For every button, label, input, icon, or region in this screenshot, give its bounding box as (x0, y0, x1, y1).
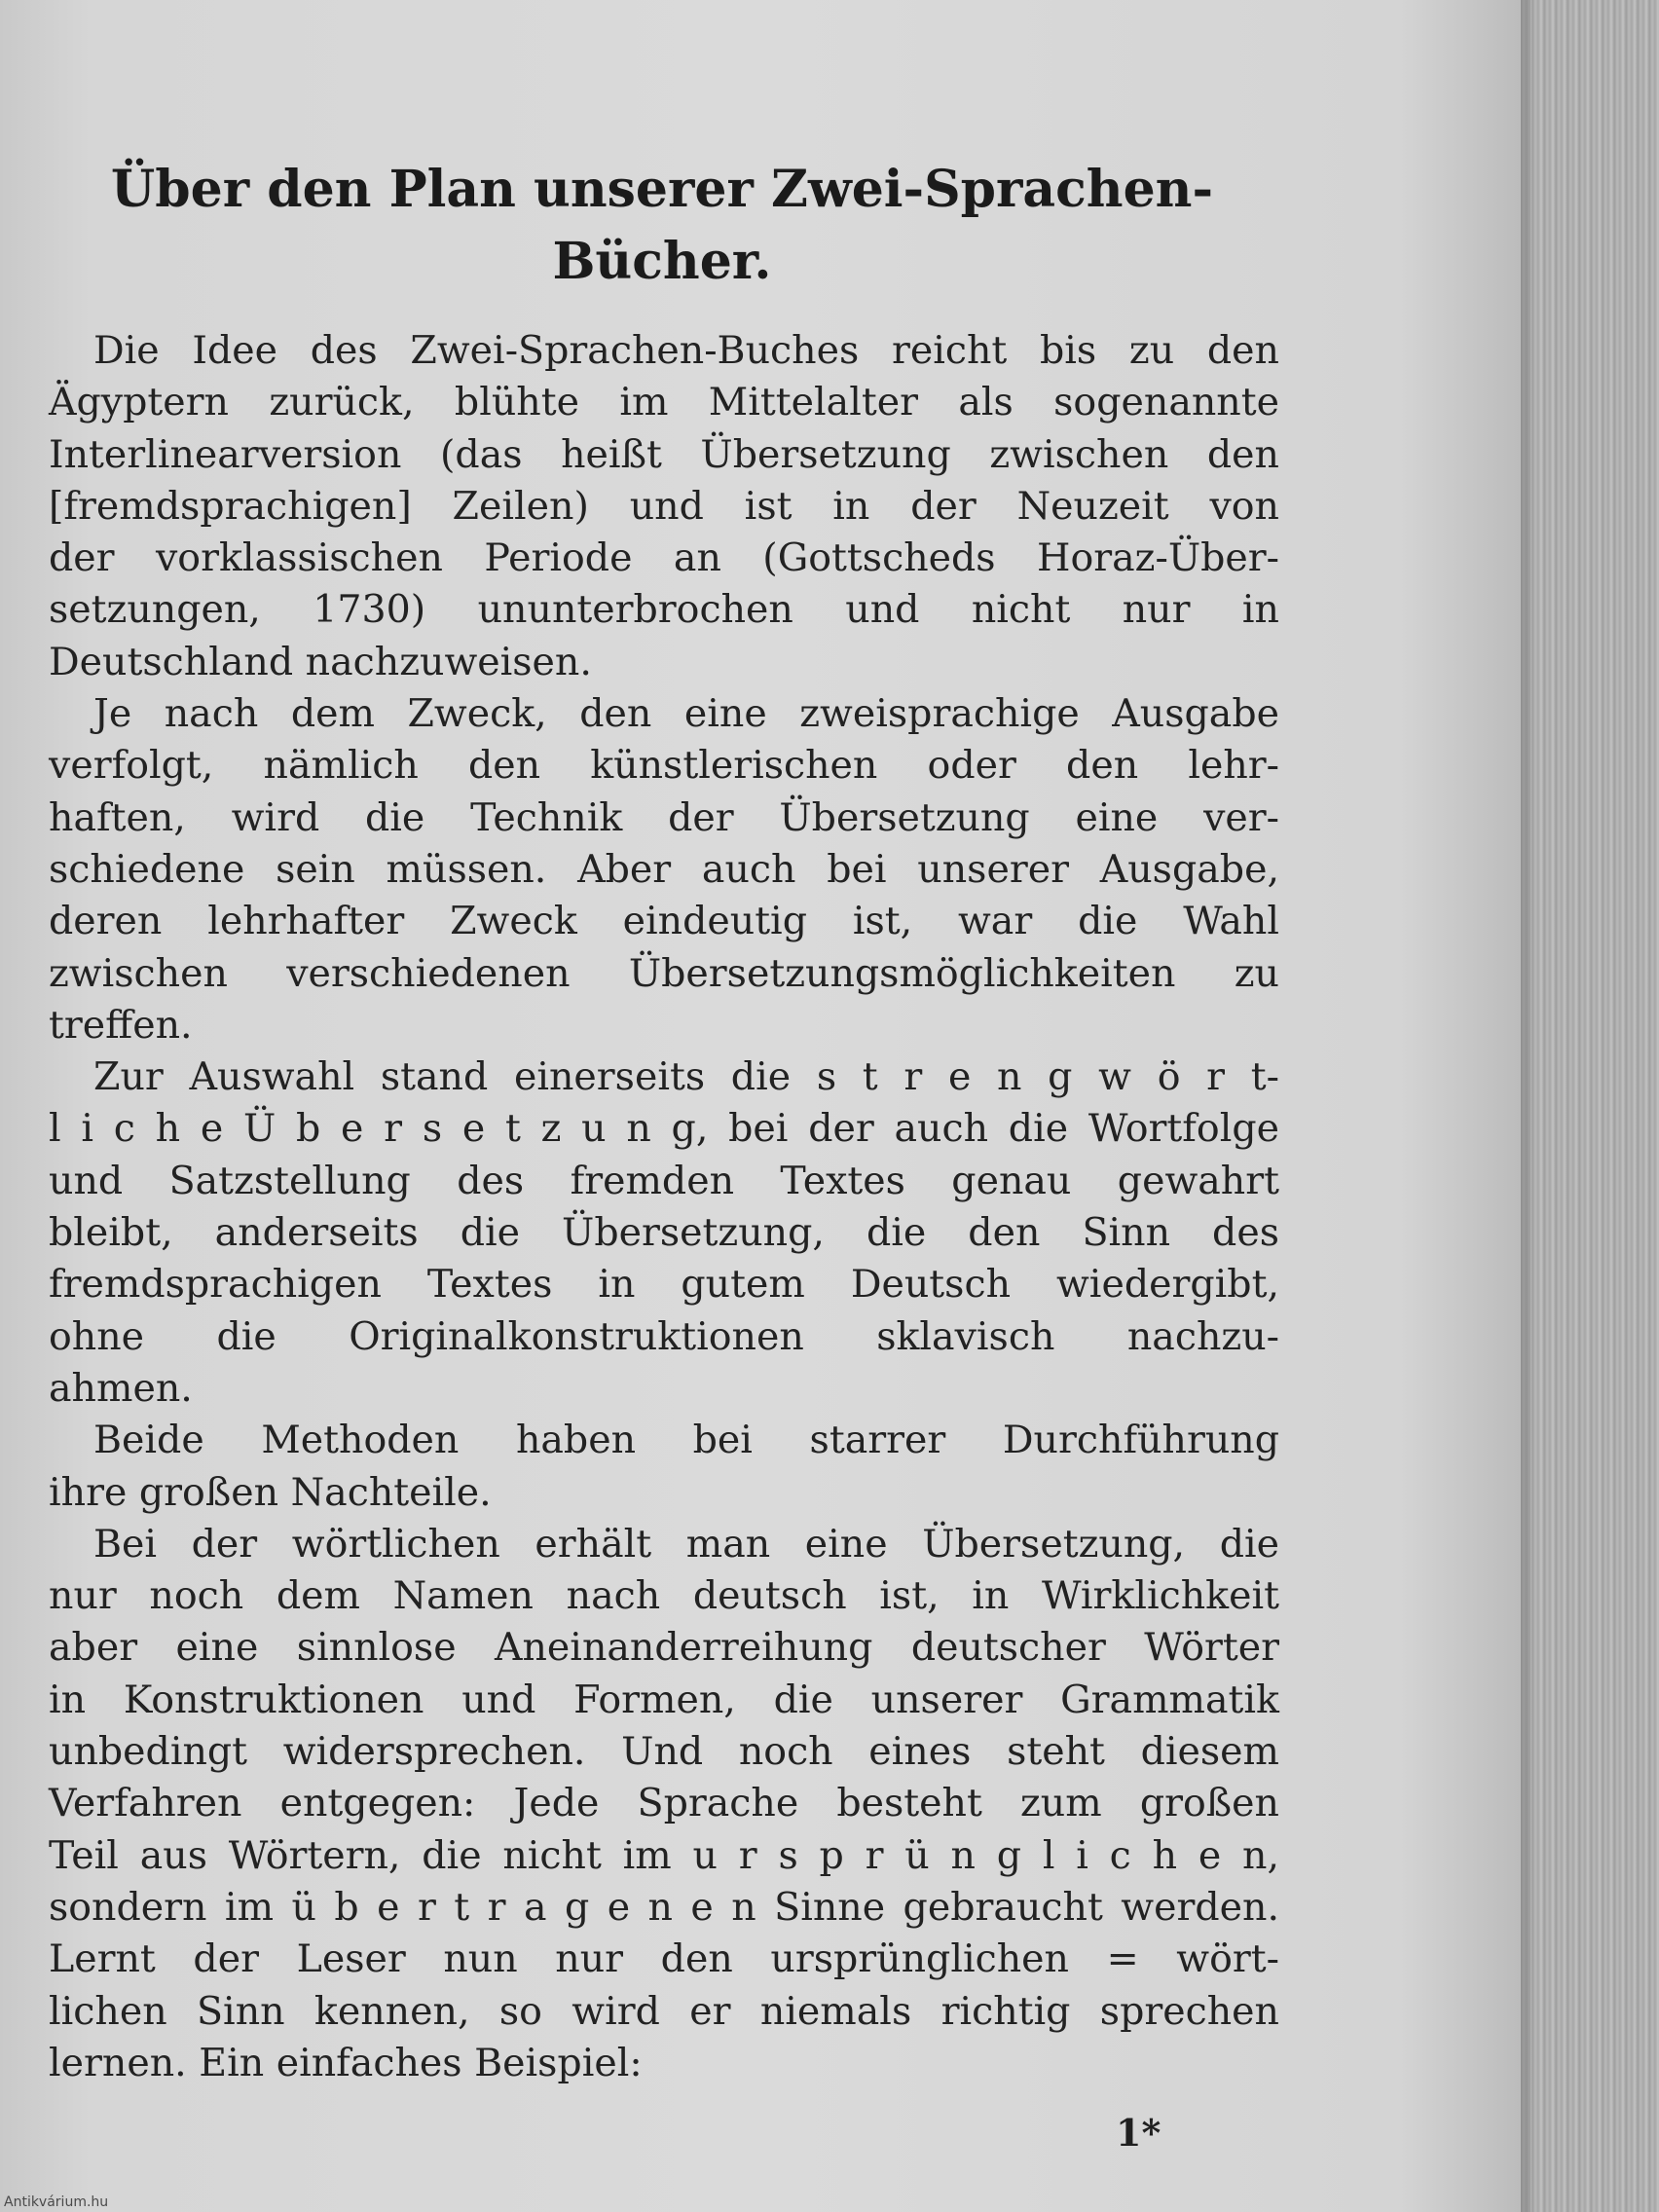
text-line: verfolgt, nämlich den künstlerischen oder den lehr- (49, 743, 1279, 789)
text-line: der vorklassischen Periode an (Gottscheds Horaz-Über- (49, 535, 1279, 581)
page-title (58, 154, 1266, 298)
text-line: Zur Auswahl stand einerseits die s t r e n g w ö r t- (93, 1054, 1279, 1100)
page-stack-edge (1521, 0, 1659, 2212)
text-line: [fremdsprachigen] Zeilen) und ist in der Neuzeit von (49, 483, 1279, 529)
text-line: ohne die Originalkonstruktionen sklavisch nachzu- (49, 1313, 1279, 1359)
text-line: haften, wird die Technik der Übersetzung eine ver- (49, 794, 1279, 840)
text-line: Die Idee des Zwei-Sprachen-Buches reicht bis zu den (93, 328, 1279, 373)
text-line: bleibt, anderseits die Übersetzung, die den Sinn des (49, 1210, 1279, 1256)
text-line: ihre großen Nachteile. (49, 1469, 492, 1515)
text-line: Je nach dem Zweck, den eine zweisprachige Ausgabe (93, 691, 1279, 737)
title-line-2: Bücher. (552, 232, 772, 291)
text-line: treffen. (49, 1002, 193, 1048)
text-line: ahmen. (49, 1365, 193, 1411)
text-line: fremdsprachigen Textes in gutem Deutsch wiedergibt, (49, 1262, 1279, 1308)
text-line: deren lehrhafter Zweck eindeutig ist, war die Wahl (49, 899, 1279, 944)
text-line: schiedene sein müssen. Aber auch bei unserer Ausgabe, (49, 846, 1279, 892)
text-line: Verfahren entgegen: Jede Sprache besteht zum großen (49, 1781, 1279, 1826)
text-line: in Konstruktionen und Formen, die unserer Grammatik (49, 1677, 1279, 1722)
text-line: Deutschland nachzuweisen. (49, 639, 592, 684)
text-line: Teil aus Wörtern, die nicht im u r s p r ü n g l i c h e n, (49, 1832, 1279, 1878)
text-line: setzungen, 1730) ununterbrochen und nicht nur in (49, 587, 1279, 633)
text-line: nur noch dem Namen nach deutsch ist, in Wirklichkeit (49, 1573, 1279, 1619)
page-number: 1* (1116, 2111, 1161, 2155)
text-line: zwischen verschiedenen Übersetzungsmöglichkeiten zu (49, 950, 1279, 996)
text-line: Interlinearversion (das heißt Übersetzung zwischen den (49, 431, 1279, 477)
text-line: Bei der wörtlichen erhält man eine Übersetzung, die (93, 1521, 1279, 1567)
text-line: l i c h e Ü b e r s e t z u n g, bei der auch die Wortfolge (49, 1106, 1279, 1152)
text-line: unbedingt widersprechen. Und noch eines steht diesem (49, 1729, 1279, 1775)
text-line: Ägyptern zurück, blühte im Mittelalter als sogenannte (49, 380, 1279, 425)
text-line: sondern im ü b e r t r a g e n e n Sinne gebraucht werden. (49, 1884, 1279, 1930)
text-line: lichen Sinn kennen, so wird er niemals richtig sprechen (49, 1988, 1279, 2034)
text-line: Beide Methoden haben bei starrer Durchführung (93, 1418, 1279, 1463)
title-line-1: Über den Plan unserer Zwei-Sprachen- (110, 160, 1214, 219)
text-line: Lernt der Leser nun nur den ursprünglichen = wört- (49, 1936, 1279, 1982)
text-line: lernen. Ein einfaches Beispiel: (49, 2040, 643, 2085)
body-text (49, 325, 1279, 2089)
watermark: Antikvárium.hu (4, 2194, 109, 2210)
text-line: und Satzstellung des fremden Textes genau gewahrt (49, 1158, 1279, 1203)
text-line: aber eine sinnlose Aneinanderreihung deutscher Wörter (49, 1625, 1279, 1671)
